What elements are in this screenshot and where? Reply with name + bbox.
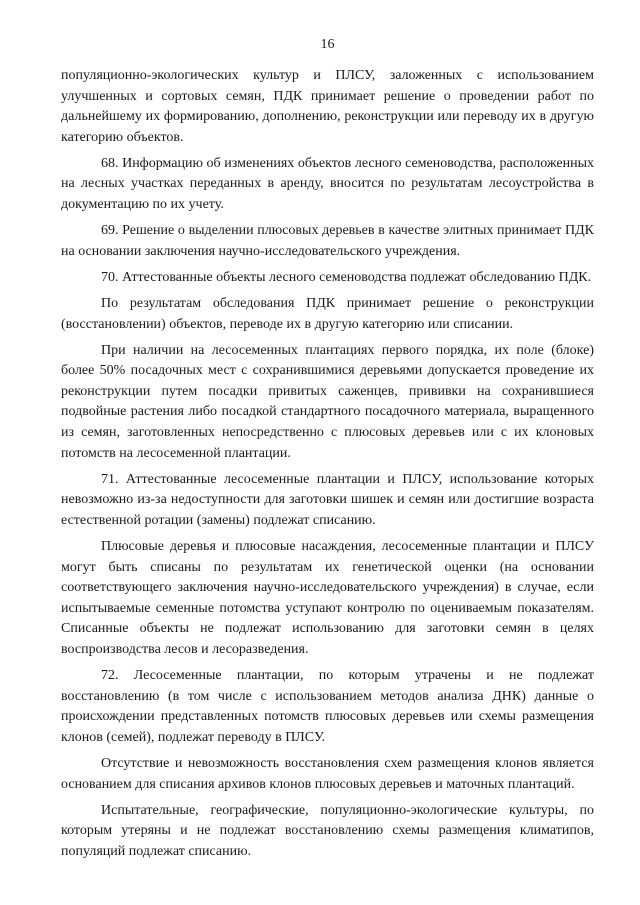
document-page <box>61 0 594 905</box>
paragraph-70: 70. Аттестованные объекты лесного семеноводства подлежат обследованию ПДК. <box>101 269 592 285</box>
paragraph-72-clone-archives: Отсутствие и невозможность восстановления схем размещения клонов является основанием для списания архивов клонов плюсовых деревьев и маточных плантаций. <box>61 755 594 792</box>
paragraph-70-reconstruction: При наличии на лесосеменных плантациях первого порядка, их поле (блоке) более 50% посадочных мест с сохранившимися деревьями допускается проведение их реконструкции путем посадки привитых саженцев, прививки на сохранившиеся подвойные растения либо посадкой стандартного посадочного материала, выращенного из семян, заготовленных непосредственно с плюсовых деревьев или с их клоновых потомств на лесосеменной плантации. <box>61 342 594 461</box>
paragraph-71: 71. Аттестованные лесосеменные плантации и ПЛСУ, использование которых невозможно из-за недоступности для заготовки шишек и семян или достигшие возраста естественной ротации (замены) подлежат списанию. <box>61 471 594 528</box>
paragraph-68: 68. Информацию об изменениях объектов лесного семеноводства, расположенных на лесных участках переданных в аренду, вносится по результатам лесоустройства в документацию по их учету. <box>61 155 594 213</box>
document-body <box>61 66 594 868</box>
paragraph-71-genetic-assessment: Плюсовые деревья и плюсовые насаждения, лесосеменные плантации и ПЛСУ могут быть списаны по результатам их генетической оценки (на основании соответствующего заключения научно-исследовательского учреждения) в случае, если испытываемые семенные потомства уступают контролю по оцениваемым показателям. Списанные объекты не подлежат использованию для заготовки семян в целях воспроизводства лесов и лесоразведения. <box>61 538 594 657</box>
paragraph-69: 69. Решение о выделении плюсовых деревьев в качестве элитных принимает ПДК на основании заключения научно-исследовательского учреждения. <box>61 223 594 259</box>
page-number: 16 <box>320 37 335 52</box>
paragraph-70-inspection-results: По результатам обследования ПДК принимает решение о реконструкции (восстановлении) объектов, переводе их в другую категорию или списании. <box>61 295 594 332</box>
paragraph-72: 72. Лесосеменные плантации, по которым утрачены и не подлежат восстановлению (в том числе с использованием методов анализа ДНК) данные о происхождении представленных потомств плюсовых деревьев или схемы размещения клонов (семей), подлежат переводу в ПЛСУ. <box>61 668 594 745</box>
paragraph-continuation: популяционно-экологических культур и ПЛСУ, заложенных с использованием улучшенных и сортовых семян, ПДК принимает решение о проведении работ по дальнейшему их формированию, дополнению, реконструкции или переводу их в другую категорию объектов. <box>61 68 594 145</box>
paragraph-72-test-cultures: Испытательные, географические, популяционно-экологические культуры, по которым утеряны и не подлежат восстановлению схемы размещения климатипов, популяций подлежат списанию. <box>61 802 594 859</box>
